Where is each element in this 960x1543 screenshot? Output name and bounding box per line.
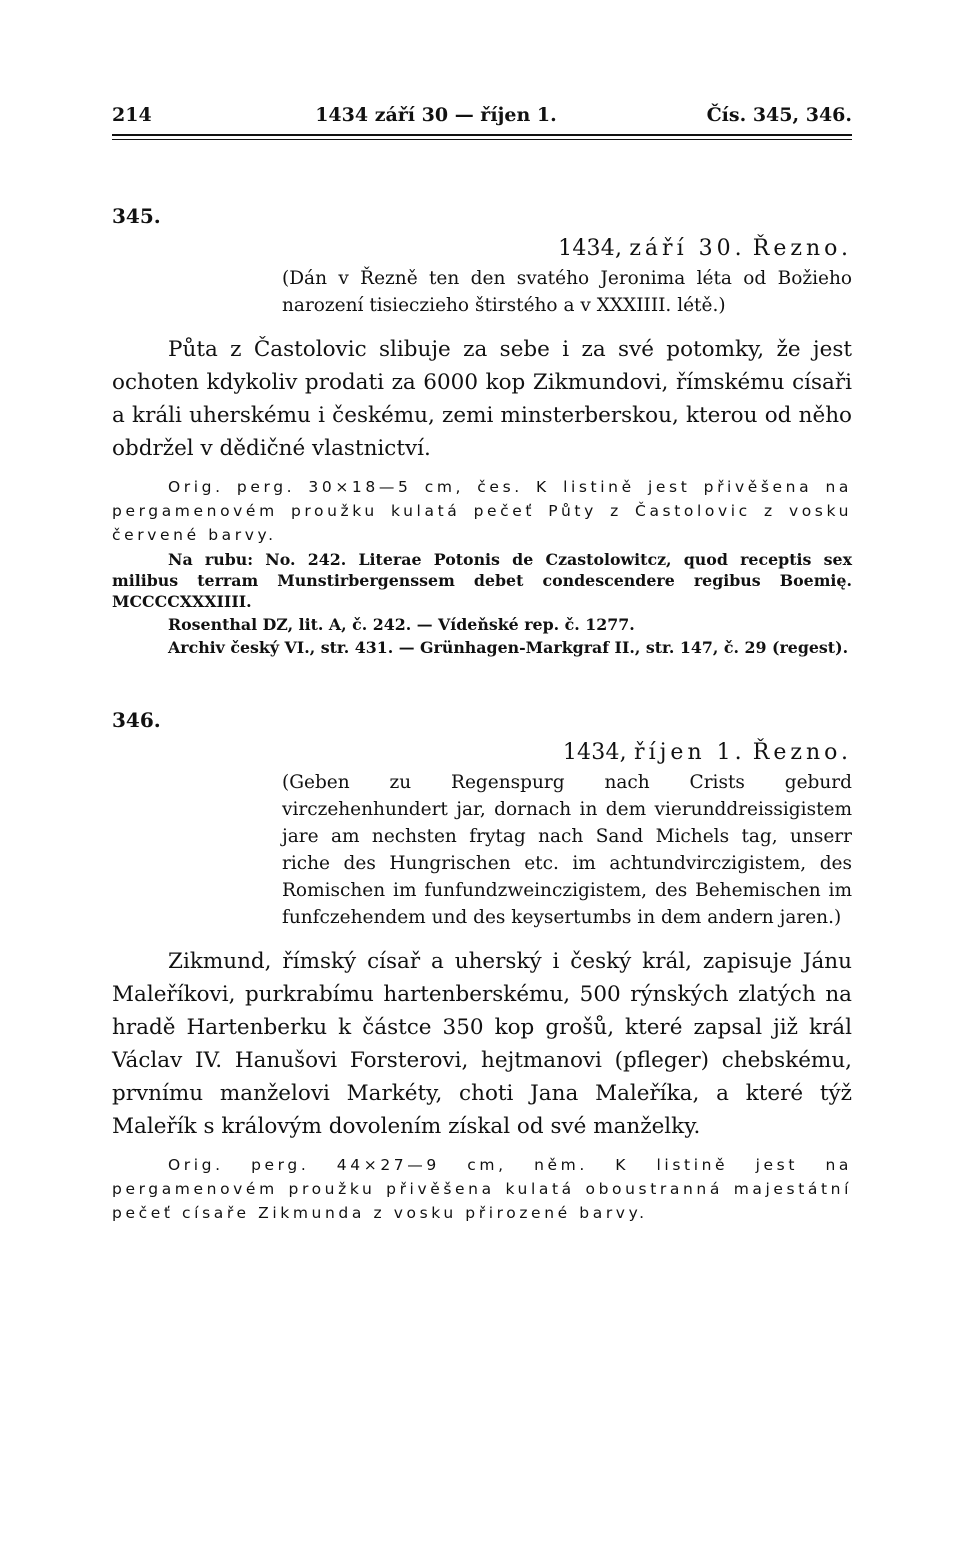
summary: Půta z Častolovic slibuje za sebe i za své potomky, že jest ochoten kdykoliv prodati za 6000 kop Zikmundovi, římskému císaři a králi uherskému i českému, zemi minsterberskou, kterou od něho obdržel v dědičné vlastnictví. <box>112 337 852 461</box>
entry-346 <box>112 708 852 1225</box>
running-header <box>112 104 852 132</box>
entry-date-place <box>112 740 852 765</box>
place: Řezno. <box>752 740 852 765</box>
entry-number: 345. <box>112 204 161 228</box>
date-year: 1434, <box>562 740 635 765</box>
date-day: říjen 1. <box>634 740 746 765</box>
page-number: 214 <box>112 104 152 126</box>
entry-number: 346. <box>112 708 161 732</box>
header-dates: 1434 září 30 — říjen 1. <box>315 104 557 126</box>
header-rule <box>112 134 852 136</box>
original-description: Orig. perg. 44×27—9 cm, něm. K listině jest na pergamenovém proužku přivěšena kulatá oboustranná majestátní pečeť císaře Zikmunda z vosku přirozené barvy. <box>112 1156 852 1222</box>
place: Řezno. <box>752 236 852 261</box>
original-description: Orig. perg. 30×18—5 cm, čes. K listině jest přivěšena na pergamenovém proužku kulatá pečeť Půty z Častolovic z vosku červené barvy. <box>112 478 852 544</box>
note-rosenthal: Rosenthal DZ, lit. A, č. 242. — Vídeňské rep. č. 1277. <box>168 615 635 634</box>
summary: Zikmund, římský císař a uherský i český král, zapisuje Jánu Maleříkovi, purkrabímu hartenberskému, 500 rýnských zlatých na hradě Hartenberku k částce 350 kop grošů, které zapsal již král Václav IV. Hanušovi Forsterovi, hejtmanovi (pfleger) chebskému, prvnímu manželovi Markéty, choti Jana Maleříka, a které týž Maleřík s královým dovolením získal od své manželky. <box>112 949 852 1139</box>
header-entry-numbers: Čís. 345, 346. <box>706 104 852 126</box>
date-year: 1434, <box>558 236 630 261</box>
note-rubu: Na rubu: No. 242. Literae Potonis de Czastolowitcz, quod receptis sex milibus terram Munstirbergenssem debet condescendere regibus Boemię. MCCCCXXXIIII. <box>112 550 852 611</box>
entry-345 <box>112 204 852 658</box>
header-rule-thin <box>112 139 852 140</box>
note-archiv: Archiv český VI., str. 431. — Grünhagen-Markgraf II., str. 147, č. 29 (regest). <box>168 638 849 657</box>
dating-clause: (Dán v Řezně ten den svatého Jeronima léta od Božieho narození tisieczieho štirstého a v XXXIIII. létě.) <box>282 268 852 316</box>
dating-clause: (Geben zu Regenspurg nach Crists geburd virczehenhundert jar, dornach in dem vierunddreissigistem jare am nechsten frytag nach Sand Michels tag, unserr riche des Hungrischen etc. im achtundvirczigistem, des Romischen im funfundzweinczigistem, des Behemischen im funfczehendem und des keysertumbs in dem andern jaren.) <box>282 772 852 928</box>
document-page <box>112 104 852 1225</box>
entry-date-place <box>112 236 852 261</box>
date-day: září 30. <box>629 236 746 261</box>
